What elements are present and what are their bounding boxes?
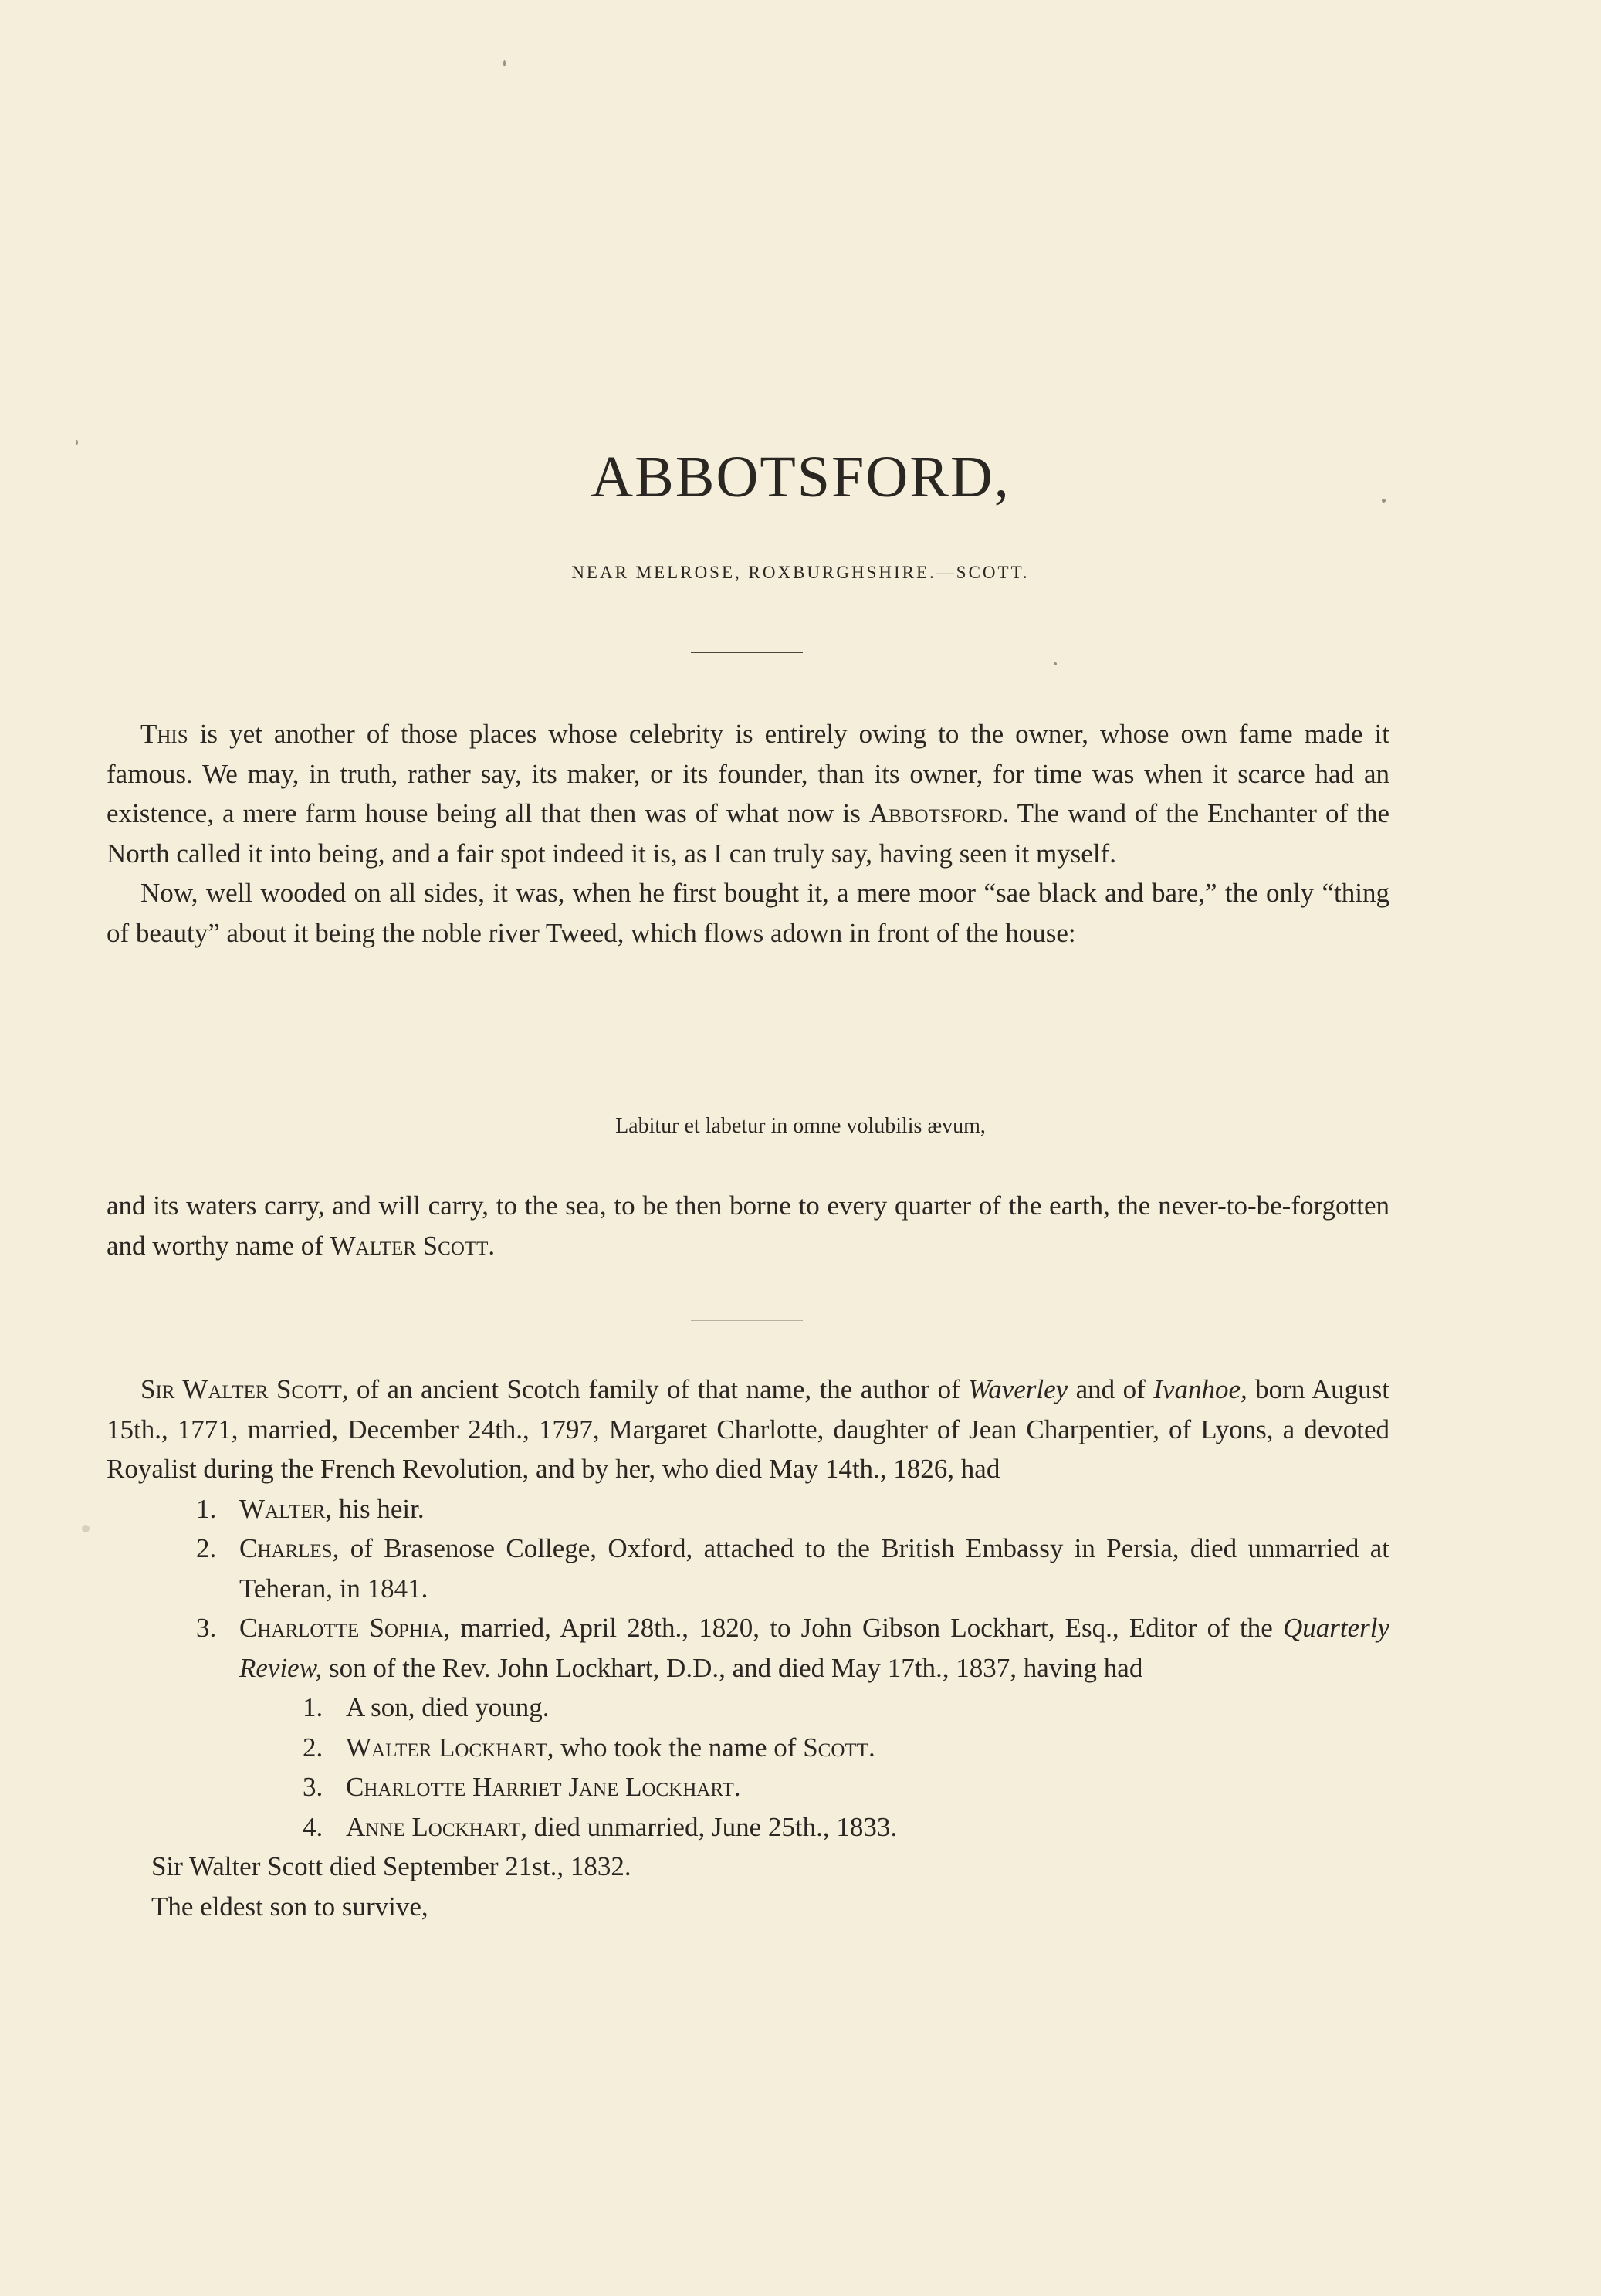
grandchild-item — [107, 1728, 1389, 1768]
grandchild-text: A son, died young. — [346, 1692, 550, 1722]
paper-speck — [76, 440, 78, 445]
grandchild-name: Anne Lockhart, — [346, 1811, 527, 1842]
paper-speck — [503, 60, 506, 66]
grandchild-number: 4. — [303, 1811, 323, 1842]
child-number: 3. — [196, 1613, 217, 1643]
children-list — [107, 1489, 1389, 1927]
grandchild-item — [107, 1807, 1389, 1847]
grandchild-number: 1. — [303, 1692, 323, 1722]
intro-section — [107, 714, 1389, 953]
grandchild-number: 2. — [303, 1732, 323, 1763]
child-item — [107, 1529, 1389, 1608]
walter-scott-name: Walter Scott. — [330, 1230, 496, 1261]
child-name: Charlotte Sophia, — [239, 1613, 451, 1643]
eldest-son-line: The eldest son to survive, — [151, 1891, 428, 1922]
intro-text-b: The wand of the Enchanter of the North called it into being, and a fair spot indeed it is, as I can truly say, having seen it myself. — [107, 798, 1389, 869]
page-subtitle: NEAR MELROSE, ROXBURGHSHIRE.—SCOTT. — [571, 563, 1030, 582]
child-name: Walter, — [239, 1493, 333, 1524]
child-item — [107, 1608, 1389, 1688]
grandchild-item — [107, 1767, 1389, 1807]
child-text: of Brasenose College, Oxford, attached to the British Embassy in Persia, died unmarried at Teheran, in 1841. — [239, 1533, 1389, 1603]
sir-walter-paragraph — [107, 1370, 1389, 1489]
child-number: 1. — [196, 1493, 217, 1524]
waverley-title: Waverley — [968, 1374, 1068, 1404]
death-line: Sir Walter Scott died September 21st., 1832. — [151, 1851, 631, 1881]
section-divider — [691, 1320, 803, 1321]
child-number: 2. — [196, 1533, 217, 1563]
grandchild-name: Walter Lockhart, — [346, 1732, 554, 1763]
continuation-paragraph — [107, 1186, 1389, 1265]
sir-walter-name: Sir Walter Scott, — [140, 1374, 349, 1404]
child-text: his heir. — [332, 1493, 425, 1524]
grandchild-text: died unmarried, June 25th., 1833. — [526, 1811, 898, 1842]
grandchild-number: 3. — [303, 1772, 323, 1802]
quarterly-review-title: Quarterly Review, — [239, 1613, 1389, 1683]
page-title: ABBOTSFORD, — [591, 445, 1010, 510]
continuation-text — [107, 1186, 1389, 1265]
intro-paragraph-1 — [107, 714, 1389, 873]
scott-name: Scott. — [803, 1732, 875, 1763]
child-text: son of the Rev. John Lockhart, D.D., and died May 17th., 1837, having had — [322, 1652, 1143, 1683]
latin-quote: Labitur et labetur in omne volubilis ævum, — [615, 1114, 986, 1138]
intro-paragraph-2: Now, well wooded on all sides, it was, when he first bought it, a mere moor “sae black and bare,” the only “thing of beauty” about it being the noble river Tweed, which flows adown in front of the house: — [107, 878, 1389, 948]
child-text: married, April 28th., 1820, to John Gibson Lockhart, Esq., Editor of the — [450, 1613, 1283, 1643]
grandchild-text: who took the name of — [553, 1732, 804, 1763]
child-name: Charles, — [239, 1533, 340, 1563]
child-item — [107, 1489, 1389, 1529]
abbotsford-name: Abbotsford. — [868, 798, 1010, 828]
paper-speck — [82, 1525, 90, 1532]
title-divider — [691, 652, 803, 653]
paper-speck — [1054, 662, 1057, 665]
sir-walter-text-a: of an ancient Scotch family of that name, the author of — [348, 1374, 969, 1404]
intro-text-a: is yet another of those places whose celebrity is entirely owing to the owner, whose own fame made it famous. We may, in truth, rather say, its maker, or its founder, than its owner, for time was when it scarce had an existence, a mere farm house being all that then was of what now is — [107, 719, 1389, 828]
grandchild-item — [107, 1688, 1389, 1728]
drop-word: This — [140, 719, 188, 749]
sir-walter-text-c: born August 15th., 1771, married, December 24th., 1797, Margaret Charlotte, daughter of Jean Charpentier, of Lyons, a devoted Royalist during the French Revolution, and by her, who died May 14th., 1826, had — [107, 1374, 1389, 1484]
sir-walter-section — [107, 1370, 1389, 1926]
sir-walter-text-b: and of — [1068, 1374, 1154, 1404]
ivanhoe-title: Ivanhoe, — [1153, 1374, 1247, 1404]
continuation-text-a: and its waters carry, and will carry, to the sea, to be then borne to every quarter of the earth, the never-to-be-forgotten and worthy name of — [107, 1190, 1389, 1261]
grandchild-name: Charlotte Harriet Jane Lockhart. — [346, 1772, 741, 1802]
